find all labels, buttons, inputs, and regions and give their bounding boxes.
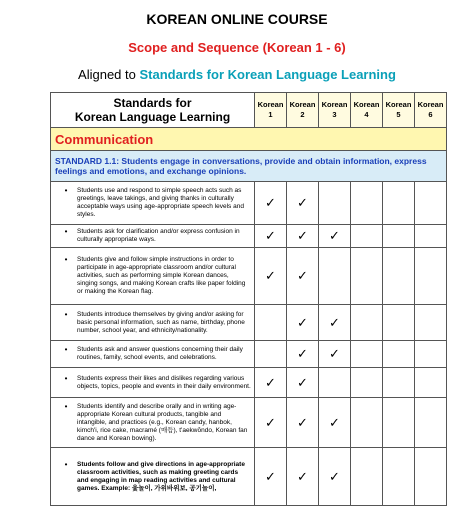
item-content [55, 461, 251, 493]
level-word: Korean [385, 100, 412, 109]
bullet-icon: • [64, 309, 68, 319]
level-header-3 [319, 93, 351, 128]
level-cell-4 [351, 368, 383, 398]
table-row [51, 182, 447, 225]
level-number: 3 [332, 110, 337, 119]
level-cell-5 [383, 225, 415, 248]
table-row [51, 248, 447, 305]
checkmark-icon: ✓ [329, 346, 340, 361]
item-text: Students use and respond to simple speech acts such as greetings, leave takings, and giving thanks in culturally acceptable ways using age-appropriate speech levels and styles. [77, 187, 244, 218]
level-cell-2 [287, 182, 319, 225]
level-cell-4 [351, 448, 383, 506]
standards-title: Standards for Korean Language Learning [139, 67, 396, 82]
level-cell-2 [287, 225, 319, 248]
level-cell-1 [255, 341, 287, 368]
section-row [51, 128, 447, 151]
level-cell-3 [319, 182, 351, 225]
checkmark-icon: ✓ [329, 314, 340, 330]
bullet-icon: • [64, 345, 68, 354]
standards-header [51, 93, 255, 128]
level-cell-3 [319, 305, 351, 341]
section-heading: Communication [51, 128, 447, 151]
table-row [51, 398, 447, 448]
level-cell-6 [415, 182, 447, 225]
table-row [51, 341, 447, 368]
level-cell-3 [319, 248, 351, 305]
level-cell-6 [415, 448, 447, 506]
level-cell-3 [319, 448, 351, 506]
scope-heading [0, 40, 474, 55]
level-cell-5 [383, 368, 415, 398]
item-content [55, 187, 251, 219]
level-cell-4 [351, 248, 383, 305]
scope-label: Scope and Sequence [128, 40, 260, 55]
standard-item [51, 368, 255, 398]
checkmark-icon: ✓ [329, 468, 340, 484]
checkmark-icon: ✓ [297, 346, 308, 361]
level-header-4 [351, 93, 383, 128]
item-text: Students ask for clarification and/or express confusion in culturally appropriate ways. [77, 228, 240, 243]
level-header-5 [383, 93, 415, 128]
standard-heading: STANDARD 1.1: Students engage in conversations, provide and obtain information, express feelings and emotions, and exchange opinions. [51, 151, 447, 182]
level-cell-1 [255, 182, 287, 225]
level-cell-4 [351, 341, 383, 368]
standards-header-line2: Korean Language Learning [74, 110, 231, 124]
level-word: Korean [353, 100, 380, 109]
level-cell-2 [287, 448, 319, 506]
level-word: Korean [417, 100, 444, 109]
standard-item [51, 225, 255, 248]
level-cell-6 [415, 398, 447, 448]
standard-item [51, 398, 255, 448]
standard-row [51, 151, 447, 182]
level-cell-3 [319, 368, 351, 398]
aligned-line [0, 67, 474, 82]
checkmark-icon: ✓ [329, 228, 340, 243]
level-cell-2 [287, 248, 319, 305]
level-cell-1 [255, 305, 287, 341]
standard-item [51, 248, 255, 305]
checkmark-icon: ✓ [297, 374, 308, 390]
bullet-icon: • [64, 186, 68, 195]
level-cell-6 [415, 248, 447, 305]
table-row [51, 305, 447, 341]
level-cell-1 [255, 248, 287, 305]
level-cell-1 [255, 225, 287, 248]
checkmark-icon: ✓ [297, 195, 308, 210]
table-row [51, 368, 447, 398]
checkmark-icon: ✓ [265, 414, 276, 430]
level-cell-2 [287, 341, 319, 368]
course-title: KOREAN ONLINE COURSE [146, 11, 328, 27]
bullet-icon: • [64, 459, 68, 469]
item-content [55, 256, 251, 296]
item-content [55, 346, 251, 362]
item-content [55, 311, 251, 335]
level-cell-3 [319, 341, 351, 368]
item-content [55, 375, 251, 391]
checkmark-icon: ✓ [265, 268, 276, 283]
level-cell-5 [383, 448, 415, 506]
level-number: 6 [428, 110, 433, 119]
level-header-1 [255, 93, 287, 128]
level-number: 4 [364, 110, 369, 119]
checkmark-icon: ✓ [297, 314, 308, 330]
level-cell-5 [383, 305, 415, 341]
item-text: Students introduce themselves by giving and/or asking for basic personal information, such as name, birthday, phone number, school year, and ethnicity/nationality. [77, 310, 245, 334]
level-cell-2 [287, 305, 319, 341]
bullet-icon: • [64, 401, 68, 411]
level-cell-5 [383, 341, 415, 368]
level-cell-3 [319, 398, 351, 448]
level-cell-1 [255, 448, 287, 506]
table-row [51, 448, 447, 506]
item-text: Students identify and describe orally and in writing age-appropriate Korean cultural products, tangible and intangible, and practices (e.g., Korean candy, hanbok, kimch'i, rice cake, macramé (매듭), t'aekwŏndo, Korean fan dance and Korean bowing). [77, 402, 248, 442]
bullet-icon: • [64, 227, 68, 236]
item-content [55, 228, 251, 244]
level-number: 1 [268, 110, 273, 119]
checkmark-icon: ✓ [265, 374, 276, 390]
course-range: (Korean 1 - 6) [262, 40, 346, 55]
bullet-icon: • [64, 373, 68, 383]
checkmark-icon: ✓ [297, 268, 308, 283]
level-cell-5 [383, 182, 415, 225]
level-cell-4 [351, 305, 383, 341]
checkmark-icon: ✓ [329, 414, 340, 430]
checkmark-icon: ✓ [297, 228, 308, 243]
standard-item [51, 448, 255, 506]
scope-table [50, 92, 447, 506]
checkmark-icon: ✓ [297, 468, 308, 484]
level-cell-1 [255, 368, 287, 398]
level-cell-6 [415, 225, 447, 248]
level-number: 2 [300, 110, 305, 119]
item-text: Students follow and give directions in age-appropriate classroom activities, such as making greeting cards and engaging in map reading activities and cultural games. Example: 윷놀이, 가위바위보, 공기놀이, [77, 460, 245, 492]
level-cell-1 [255, 398, 287, 448]
item-text: Students give and follow simple instructions in order to participate in age-appropriate classroom and/or cultural activities, such as performing simple Korean dances, singing songs, and making Korean crafts like paper folding or making the Korean flag. [77, 256, 246, 295]
level-number: 5 [396, 110, 401, 119]
level-word: Korean [257, 100, 284, 109]
level-cell-6 [415, 368, 447, 398]
level-cell-3 [319, 225, 351, 248]
level-cell-5 [383, 248, 415, 305]
item-text: Students express their likes and dislikes regarding various objects, topics, people and events in their daily environment. [77, 374, 251, 390]
standard-item [51, 182, 255, 225]
standard-item [51, 305, 255, 341]
level-cell-5 [383, 398, 415, 448]
header-row [51, 93, 447, 128]
item-content [55, 403, 251, 443]
bullet-icon: • [64, 255, 68, 264]
level-cell-4 [351, 225, 383, 248]
level-cell-2 [287, 398, 319, 448]
level-cell-2 [287, 368, 319, 398]
table-row [51, 225, 447, 248]
level-cell-6 [415, 305, 447, 341]
standard-item [51, 341, 255, 368]
level-header-2 [287, 93, 319, 128]
checkmark-icon: ✓ [265, 228, 276, 243]
item-text: Students ask and answer questions concerning their daily routines, family, school events, and celebrations. [77, 346, 243, 361]
level-cell-4 [351, 398, 383, 448]
level-word: Korean [289, 100, 316, 109]
checkmark-icon: ✓ [265, 195, 276, 210]
aligned-prefix: Aligned to [78, 67, 136, 82]
checkmark-icon: ✓ [297, 414, 308, 430]
level-word: Korean [321, 100, 348, 109]
level-cell-6 [415, 341, 447, 368]
standards-header-line1: Standards for [113, 96, 192, 110]
level-cell-4 [351, 182, 383, 225]
level-header-6 [415, 93, 447, 128]
checkmark-icon: ✓ [265, 468, 276, 484]
